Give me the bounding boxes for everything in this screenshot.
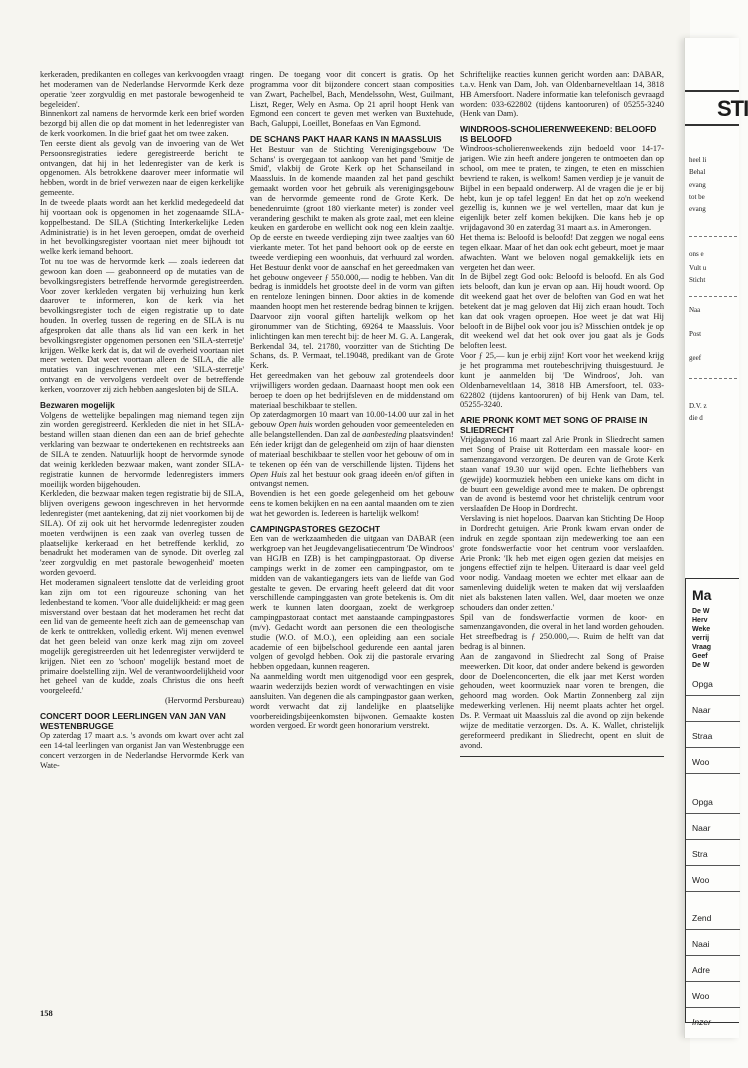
paragraph: In de Bijbel zegt God ook: Beloofd is beloofd. En als God iets belooft, dan kun je ervan op aan. Hij houdt woord. Op dit weekend gaat het over de beloften van God en wat het betekent dat je mag geloven dat Hij zich eraan houdt. Toch kan dat ook vragen oproepen. Hoe weet je dat wat Hij belooft in de Bijbel ook voor jou is? Misschien ontdek je op dit weekend wel dat het ook over jou gaat als je Gods beloften leest. bbox=[460, 272, 664, 351]
next-page-edge bbox=[684, 38, 748, 1038]
next-page-line: ons e bbox=[689, 250, 704, 258]
column-2 bbox=[250, 70, 454, 731]
order-form-field-label: Woo bbox=[692, 991, 710, 1001]
order-form-field-line bbox=[686, 955, 740, 956]
next-page-line: Sticht bbox=[689, 276, 706, 284]
paragraph: ringen. De toegang voor dit concert is gratis. Op het programma voor dit bijzondere concert staan composities van Zwart, Pachelbel, Bach, Mendelssohn, West, Guilmant, Liszt, Reger, Wely en Asma. Op 21 april hoopt Henk van Egmond een concert te geven met werken van Buxtehude, Bach, Galuppi, Loeillet, Bonefaas en Van Egmond. bbox=[250, 70, 454, 129]
next-page-title: STI bbox=[717, 96, 748, 121]
column-1 bbox=[40, 70, 244, 771]
order-form-field-line bbox=[686, 839, 740, 840]
paragraph: kerkeraden, predikanten en colleges van kerkvoogden vraagt het moderamen van de Nederlandse Hervormde Kerk deze operatie 'zeer zorgvuldig en met pastorale bewogenheid te begeleiden'. bbox=[40, 70, 244, 109]
order-form-field-line bbox=[686, 773, 740, 774]
paragraph: Verslaving is niet hopeloos. Daarvan kan Stichting De Hoop in Dordrecht getuigen. Arie Pronk kwam ervan onder de indruk en zegde spontaan zijn medewerking toe aan een grote fondswerfactie voor het centrum voor verslaafden. Arie Pronk: 'Ik heb met eigen ogen gezien dat meisjes en jongens effectief zijn te helpen. Uiteraard is daar veel geld voor nodig. Vandaag moeten we echter met elkaar aan de samenleving duidelijk weten te maken dat wij verslaafden niet als bakstenen laten vallen. Wel, daar moeten we onze schouders dan onder zetten.' bbox=[460, 514, 664, 612]
order-form-field-line bbox=[686, 695, 740, 696]
paragraph: Het moderamen signaleert tenslotte dat de verleiding groot kan zijn om tot een rigoureuze schoning van het ledenbestand te komen. 'Voor alle duidelijkheid: er mag geen misverstand over bestaan dat het moderamen het recht dat een lid van de gemeente heeft zich aan de gemeenschap van de kerk te onttrekken, volledig erkent. Wij menen evenwel dat het geen beleid van onze kerk mag zijn om zoveel mogelijk geregistreerden uit het ledenregister verwijderd te krijgen. Niet een zo 'schoon' mogelijk bestand moet de primaire doelstelling zijn. Wel de verantwoordelijkheid voor het geheel van de kudde, zoals Christus die ons heeft voorgeleefd.' bbox=[40, 577, 244, 696]
order-form-field-label: Opga bbox=[692, 797, 713, 807]
next-page-line: geef bbox=[689, 354, 702, 362]
article-headline: CAMPINGPASTORES GEZOCHT bbox=[250, 523, 381, 534]
paragraph: Binnenkort zal namens de hervormde kerk een brief worden bezorgd bij allen die op dat moment in het ledenregister van de kerk voorkomen. In die brief gaat het om twee zaken. bbox=[40, 109, 244, 139]
order-form-field-label: Adre bbox=[692, 965, 710, 975]
paragraph: Het gereedmaken van het gebouw zal grotendeels door vrijwilligers worden gedaan. Daarnaast hoopt men ook een beroep te doen op het bedrijfsleven en de middenstand om materiaal beschikbaar te stellen. bbox=[250, 371, 454, 410]
next-page-divider bbox=[689, 296, 737, 297]
paragraph: Voor ƒ 25,— kun je erbij zijn! Kort voor het weekend krijg je het programma met routebeschrijving thuisgestuurd. Je kunt je aanmelden bij 'De Windroos', Joh. van Oldenbarneveltlaan 14, 3818 HB Amersfoort, tel. 033-622802 (tijdens kantooruren) of bij Henk van Dam, tel. 05255-3240. bbox=[460, 351, 664, 410]
order-form-field-line bbox=[686, 929, 740, 930]
order-form-intro-line: Weke bbox=[692, 626, 711, 633]
next-page-line: die d bbox=[689, 414, 703, 422]
paragraph: Windroos-scholierenweekends zijn bedoeld voor 14-17-jarigen. Wie zin heeft andere jongeren te ontmoeten dan op school, om mee te praten, te zingen, te eten en misschien bevriend te raken, is welkom! Samen verdiep je je vanuit de Bijbel in een bepaald onderwerp. Al de vragen die je er bij hebt, kun je op tafel leggen! En dat het op zo'n weekend gezellig is, kunnen we je wel vertellen, maar dat kun je eigenlijk beter zelf komen bekijken. Die kans heb je op vrijdagavond 30 en zaterdag 31 maart a.s. in Amerongen. bbox=[460, 144, 664, 233]
order-form-field-line bbox=[686, 1007, 740, 1008]
paragraph: Schriftelijke reacties kunnen gericht worden aan: DABAR, t.a.v. Henk van Dam, Joh. van Oldenbarneveltlaan 14, 3818 HB Amersfoort. Nadere informatie kan telefonisch gevraagd worden: 033-622802 (tijdens kantooruren) of 05255-3240 (Henk van Dam). bbox=[460, 70, 664, 119]
article-headline: ARIE PRONK KOMT MET SONG OF PRAISE IN SLIEDRECHT bbox=[460, 415, 648, 435]
paragraph: Op zaterdag 17 maart a.s. 's avonds om kwart over acht zal een 14-tal leerlingen van organist Jan van Westenbrugge een concert verzorgen in de Nederlandse Hervormde Kerk van Wate- bbox=[40, 731, 244, 770]
next-page-line: tot be bbox=[689, 193, 705, 201]
paragraph: Volgens de wettelijke bepalingen mag niemand tegen zijn zin worden geregistreerd. Kerkleden die niet in het SILA-bestand willen staan dienen dan een aan de brief gehechte verklaring van bezwaar te ondertekenen en rechtstreeks aan de SILA te zenden. Natuurlijk hoopt de hervormde synode dat weinig kerkleden bezwaar maken, want zonder SILA-registratie kunnen de hervormde ledenregisters immers moeilijk worden bijgehouden. bbox=[40, 410, 244, 489]
next-page-rule bbox=[685, 90, 739, 92]
order-form-intro-line: verrij bbox=[692, 635, 710, 642]
order-form-field-line bbox=[686, 813, 740, 814]
paragraph: Het Bestuur van de Stichting Verenigingsgebouw 'De Schans' is overgegaan tot aankoop van het pand 'Smitje de Smid', vlakbij de Grote Kerk op het Schanseiland in Maassluis. In de komende maanden zal het pand geschikt gemaakt worden voor het gebruik als verenigingsgebouw van de hervormde gemeente rond de Grote Kerk. De benedenruimte (groot 180 vierkante meter) is zonder veel verandering geschikt te maken als grote zaal, met een kleine keuken en garderobe en wellicht ook nog een klein zaaltje. Op de eerste en tweede verdieping zijn twee zaaltjes van 60 vierkante meter. Tot het pand behoort ook op de eerste en tweede verdieping een woonhuis, dat verhuurd zal worden. Het Bestuur denkt voor de aanschaf en het gereedmaken van het gebouw ongeveer ƒ 550.000,— nodig te hebben. Van dit bedrag is inmiddels het grootste deel in de vorm van giften en renteloze leningen binnen. Door akties in de komende maanden hoopt men het resterende bedrag binnen te krijgen. Daarvoor zijn vooral giften hartelijk welkom op het gironummer van de Stichting, 69264 te Maassluis. Voor inlichtingen kan men terecht bij: de heer M. G. A. Langerak, Berkendal 34, tel. 21780, voorzitter van de Stichting De Schans, ds. P. Vermaat, tel.19048, predikant van de Grote Kerk. bbox=[250, 144, 454, 371]
paragraph: Ten eerste dient als gevolg van de invoering van de Wet Persoonsregistraties iedere geregistreerde bericht te ontvangen, dat hij in het ledenregister van de kerk is opgenomen. Als betrokkene daarover meer informatie wil hebben, wordt in de brief verwezen naar de eigen kerkelijke gemeente. bbox=[40, 138, 244, 198]
paragraph: Aan de zangavond in Sliedrecht zal Song of Praise meewerken. Dit koor, dat onder andere bekend is geworden door de Doelenconcerten, die elk jaar met Kerst worden gehouden, weet koormuziek naar voren te brengen, die gehoord mag worden. Ook Martin Zonnenberg zal zijn medewerking verlenen. Hij neemt plaats achter het orgel. Ds. P. Vermaat uit Maassluis zal die avond op zijn bekende wijze de meditatie verzorgen. Ds. A. K. Wallet, christelijk gereformeerd predikant in Sliedrecht, opent en sluit de avond. bbox=[460, 651, 664, 750]
article-headline: WINDROOS-SCHOLIERENWEEKEND: BELOOFD IS BELOOFD bbox=[460, 124, 657, 144]
column-3 bbox=[460, 70, 664, 757]
next-page-rule bbox=[685, 124, 739, 126]
next-page-divider bbox=[689, 236, 737, 237]
paragraph: Kerkleden, die bezwaar maken tegen registratie bij de SILA, blijven overigens gewoon ingeschreven in het hervormde ledenregister (met aantekening, dat zij niet voorkomen bij de SILA). Of zij ook uit het hervormde ledenregister zouden moeten verdwijnen is een zaak van overleg tussen de plaatselijke kerkeraad en het betreffende kerklid, zo benadrukt het moderamen van de synode. Dit overleg zal 'zeer zorgvuldig en met pastorale bewogenheid' moeten worden gevoerd. bbox=[40, 489, 244, 578]
order-form-field-label: Stra bbox=[692, 849, 708, 859]
order-form-intro-line: De W bbox=[692, 608, 710, 615]
order-form-field-label: Naar bbox=[692, 705, 711, 715]
paragraph: Op zaterdagmorgen 10 maart van 10.00-14.00 uur zal in het gebouw Open huis worden gehouden voor gemeenteleden en alle belangstellenden. Dan zal de aanbesteding plaatsvinden! bbox=[250, 410, 454, 440]
paragraph: Bovendien is het een goede gelegenheid om het gebouw eens te komen bekijken en na een aantal maanden om te zien wat het geworden is. Iedereen is hartelijk welkom! bbox=[250, 489, 454, 518]
order-form-intro-line: Geef bbox=[692, 653, 708, 660]
next-page-line: evang bbox=[689, 205, 706, 213]
paragraph: Een van de werkzaamheden die uitgaan van DABAR (een werkgroep van het Jeugdevangelisatiecentrum 'De Windroos' van HGJB en IZB) is het campingpastoraat. Op diverse campings werkt in de zomer een campingpastor, om te midden van de vakantiegangers iets van de liefde van God gestalte te geven. De ervaring heeft geleerd dat dit voor verschillende campinggasten van grote betekenis is. Om dit werk te kunnen laten doorgaan, zoekt de werkgroep campingpastoraat contact met aanstaande campingpastores (m/v). Gedacht wordt aan personen die een theologische studie (W.O. of M.O.), een opleiding aan een sociale academie of een bijbelschool gedurende een aantal jaren volgen of gevolgd hebben. Ook zij die pastorale ervaring hebben opgedaan, kunnen reageren. bbox=[250, 534, 454, 672]
order-form-field-label: Woo bbox=[692, 875, 710, 885]
next-page-line: Post bbox=[689, 330, 702, 338]
paragraph: In de tweede plaats wordt aan het kerklid medegedeeld dat hij voortaan ook is opgenomen in het zogenaamde SILA-koppelbestand. De SILA (Stichting Interkerkelijke Leden Administratie) is in het leven geroepen, omdat de overheid in het bevolkingsregister voortaan niet meer bijhoudt tot welke kerk iemand behoort. bbox=[40, 197, 244, 257]
paragraph: Na aanmelding wordt men uitgenodigd voor een gesprek, waarin wederzijds bezien wordt of verwachtingen en visie aansluiten. Van degenen die als campingpastor gaan werken, wordt verwacht dat zij landelijke en plaatselijke voorbereidingsbijeenkomsten bijwonen. Gemaakte kosten worden vergoed. Er wordt geen honorarium verstrekt. bbox=[250, 672, 454, 731]
article-headline: DE SCHANS PAKT HAAR KANS IN MAASSLUIS bbox=[250, 134, 442, 145]
next-page-line: Vult u bbox=[689, 264, 707, 272]
next-page-line: Naa bbox=[689, 306, 701, 314]
next-page-line: evang bbox=[689, 181, 706, 189]
paragraph: Vrijdagavond 16 maart zal Arie Pronk in Sliedrecht samen met Song of Praise uit Rotterdam een massale koor- en samenzangavond verzorgen. De deuren van de Grote Kerk staan vanaf 19.30 uur wijd open. Echte liefhebbers van (gewijde) koormuziek hebben een unieke kans om dicht in de buurt een geweldige avond mee te maken. De opbrengst van de avond is bestemd voor het christelijk centrum voor verslaafden De Hoop in Dordrecht. bbox=[460, 435, 664, 514]
order-form-box bbox=[685, 578, 739, 1027]
article-headline: CONCERT DOOR LEERLINGEN VAN JAN VAN WESTENBRUGGE bbox=[40, 710, 226, 731]
paragraph: Eén ieder krijgt dan de gelegenheid om zijn of haar diensten of materiaal beschikbaar te stellen voor het gebouw of om in te tekenen op één van de verschillende lijsten. Tijdens het Open Huis zal het bestuur ook graag ideeën en/of giften in ontvangst nemen. bbox=[250, 439, 454, 489]
order-form-field-line bbox=[686, 891, 740, 892]
order-form-field-label: Naai bbox=[692, 939, 710, 949]
paragraph: Tot nu toe was de hervormde kerk — zoals iedereen dat gewoon kan doen — geabonneerd op de mutaties van de bevolkingsregisters betreffende hervormde geregistreerden. Voor zover kerkleden vergaten bij verhuizing hun kerk daarover te informeren, kon de kerk via het bevolkingsregister toch de eigen registratie up to date houden. In overleg tussen de regering en de SILA is nu afgesproken dat alle thans als lid van een kerk in het bevolkingsregister opgenomen personen een 'SILA-sterretje' krijgen. Welke kerk dat is, dat wil de overheid voortaan niet meer weten. Dat weet voortaan alleen de SILA, die alle mutaties van ingeschrevenen met een 'SILA-sterretje' ontvangt en de vervolgens verdeelt over de betreffende kerken, voorzover zij zich hebben aangesloten bij de SILA. bbox=[40, 257, 244, 394]
next-page-divider bbox=[689, 378, 737, 379]
paragraph: Het thema is: Beloofd is beloofd! Dat zeggen we nogal eens tegen elkaar. Maar of het dan ook echt gebeurt, moet je maar afwachten. Want we beloven nogal gemakkelijk iets en vergeten het dan weer. bbox=[460, 233, 664, 272]
page-number: 158 bbox=[40, 1008, 53, 1018]
order-form-field-label: Opga bbox=[692, 679, 713, 689]
byline: (Hervormd Persbureau) bbox=[164, 696, 244, 706]
next-page-line: heel li bbox=[689, 156, 707, 164]
column-end-rule bbox=[460, 756, 664, 757]
order-form-field-label: Inzer bbox=[692, 1017, 711, 1027]
order-form-intro-line: Vraag bbox=[692, 644, 712, 651]
order-form-field-line bbox=[686, 747, 740, 748]
next-page-line: Behal bbox=[689, 168, 706, 176]
next-page-line: D.V. z bbox=[689, 402, 707, 410]
order-form-title: Ma bbox=[692, 587, 712, 603]
order-form-field-label: Zend bbox=[692, 913, 712, 923]
order-form-field-label: Straa bbox=[692, 731, 713, 741]
order-form-field-line bbox=[686, 981, 740, 982]
order-form-field-label: Woo bbox=[692, 757, 710, 767]
paragraph: Spil van de fondswerfactie vormen de koor- en samenzangavonden, die overal in het land worden gehouden. Het streefbedrag is ƒ 250.000,—. Ruim de helft van dat bedrag is al binnen. bbox=[460, 612, 664, 652]
order-form-field-line bbox=[686, 721, 740, 722]
order-form-intro-line: De W bbox=[692, 662, 710, 669]
order-form-field-line bbox=[686, 865, 740, 866]
order-form-field-label: Naar bbox=[692, 823, 711, 833]
subheading: Bezwaren mogelijk bbox=[40, 399, 115, 410]
order-form-intro-line: Herv bbox=[692, 617, 708, 624]
